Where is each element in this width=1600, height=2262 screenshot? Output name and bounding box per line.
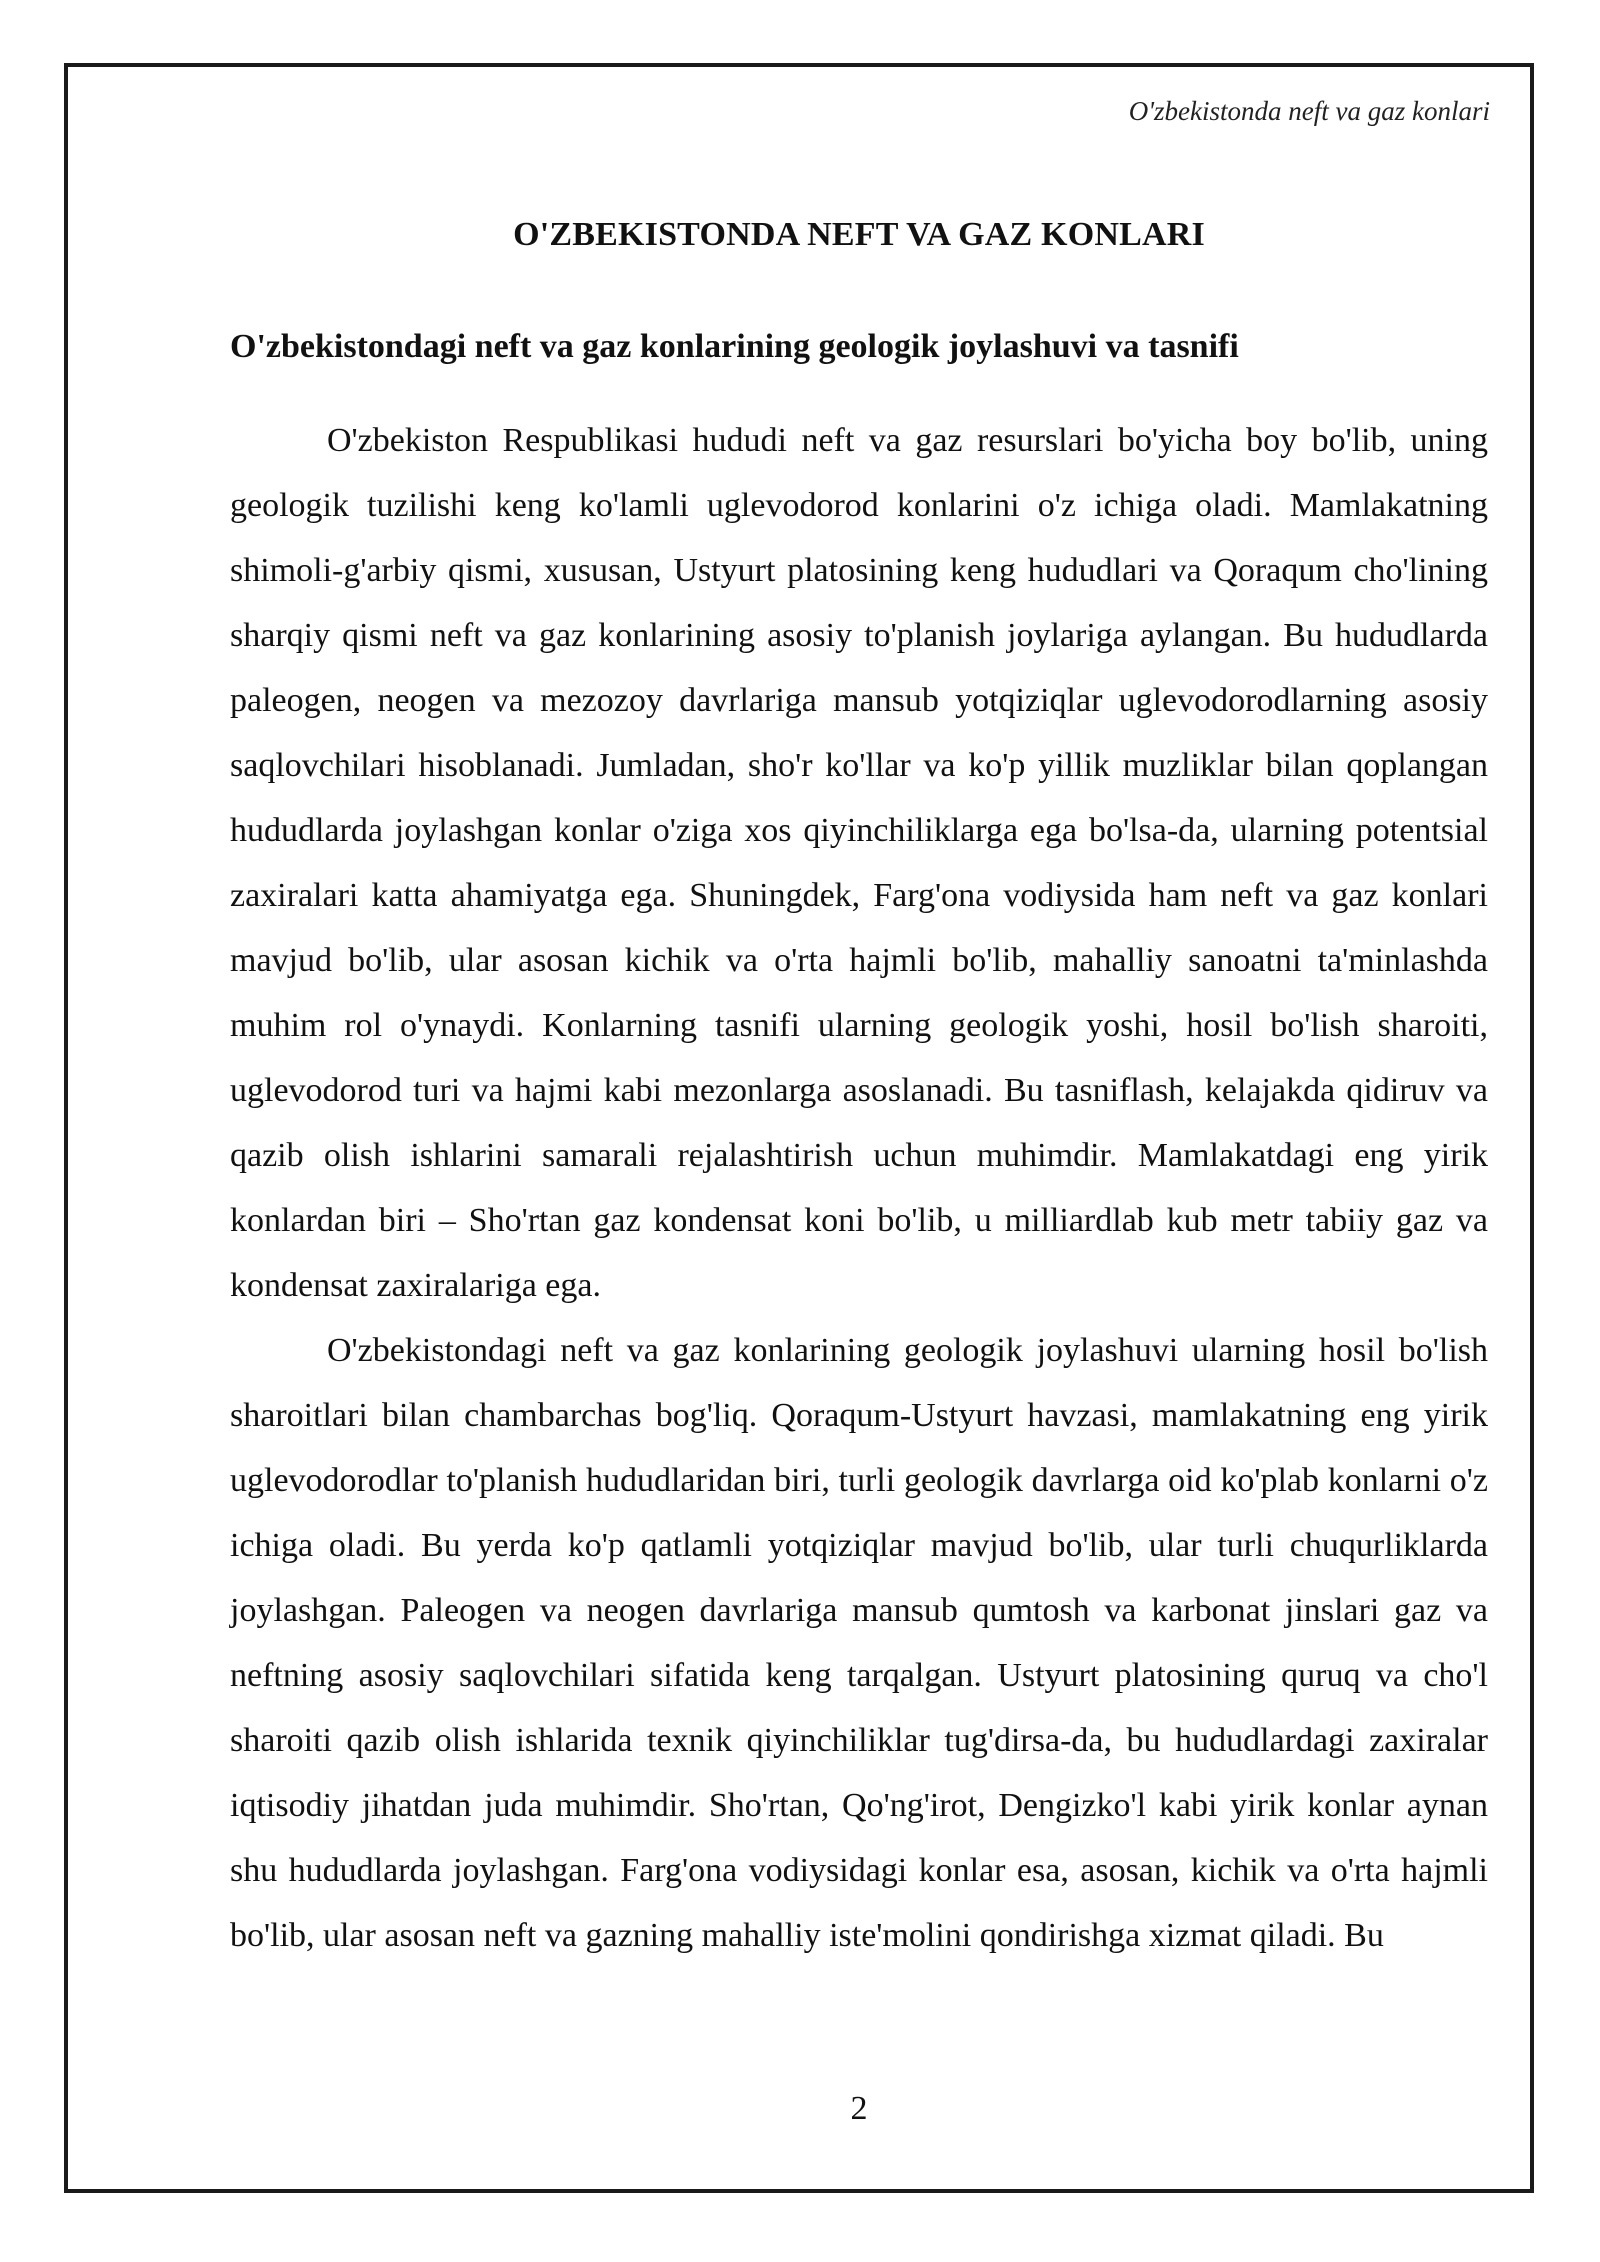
running-header: O'zbekistonda neft va gaz konlari [1128, 96, 1490, 126]
section-heading: O'zbekistondagi neft va gaz konlarining geologik joylashuvi va tasnifi [230, 328, 1239, 365]
body-text [230, 408, 1488, 1968]
paragraph: O'zbekiston Respublikasi hududi neft va gaz resurslari bo'yicha boy bo'lib, uning geologik tuzilishi keng ko'lamli uglevodorod konlarini o'z ichiga oladi. Mamlakatning shimoli-g'arbiy qismi, xususan, Ustyurt platosining keng hududlari va Qoraqum cho'lining sharqiy qismi neft va gaz konlarining asosiy to'planish joylariga aylangan. Bu hududlarda paleogen, neogen va mezozoy davrlariga mansub yotqiziqlar uglevodorodlarning asosiy saqlovchilari hisoblanadi. Jumladan, sho'r ko'llar va ko'p yillik muzliklar bilan qoplangan hududlarda joylashgan konlar o'ziga xos qiyinchiliklarga ega bo'lsa-da, ularning potentsial zaxiralari katta ahamiyatga ega. Shuningdek, Farg'ona vodiysida ham neft va gaz konlari mavjud bo'lib, ular asosan kichik va o'rta hajmli bo'lib, mahalliy sanoatni ta'minlashda muhim rol o'ynaydi. Konlarning tasnifi ularning geologik yoshi, hosil bo'lish sharoiti, uglevodorod turi va hajmi kabi mezonlarga asoslanadi. Bu tasniflash, kelajakda qidiruv va qazib olish ishlarini samarali rejalashtirish uchun muhimdir. Mamlakatdagi eng yirik konlardan biri – Sho'rtan gaz kondensat koni bo'lib, u milliardlab kub metr tabiiy gaz va kondensat zaxiralariga ega. [230, 422, 1488, 1304]
document-title: O'ZBEKISTONDA NEFT VA GAZ KONLARI [513, 216, 1205, 253]
paragraph: O'zbekistondagi neft va gaz konlarining geologik joylashuvi ularning hosil bo'lish sharoitlari bilan chambarchas bog'liq. Qoraqum-Ustyurt havzasi, mamlakatning eng yirik uglevodorodlar to'planish hududlaridan biri, turli geologik davrlarga oid ko'plab konlarni o'z ichiga oladi. Bu yerda ko'p qatlamli yotqiziqlar mavjud bo'lib, ular turli chuqurliklarda joylashgan. Paleogen va neogen davrlariga mansub qumtosh va karbonat jinslari gaz va neftning asosiy saqlovchilari sifatida keng tarqalgan. Ustyurt platosining quruq va cho'l sharoiti qazib olish ishlarida texnik qiyinchiliklar tug'dirsa-da, bu hududlardagi zaxiralar iqtisodiy jihatdan juda muhimdir. Sho'rtan, Qo'ng'irot, Dengizko'l kabi yirik konlar aynan shu hududlarda joylashgan. Farg'ona vodiysidagi konlar esa, asosan, kichik va o'rta hajmli bo'lib, ular asosan neft va gazning mahalliy iste'molini qondirishga xizmat qiladi. Bu [230, 1332, 1488, 1954]
page-number: 2 [850, 2090, 868, 2127]
